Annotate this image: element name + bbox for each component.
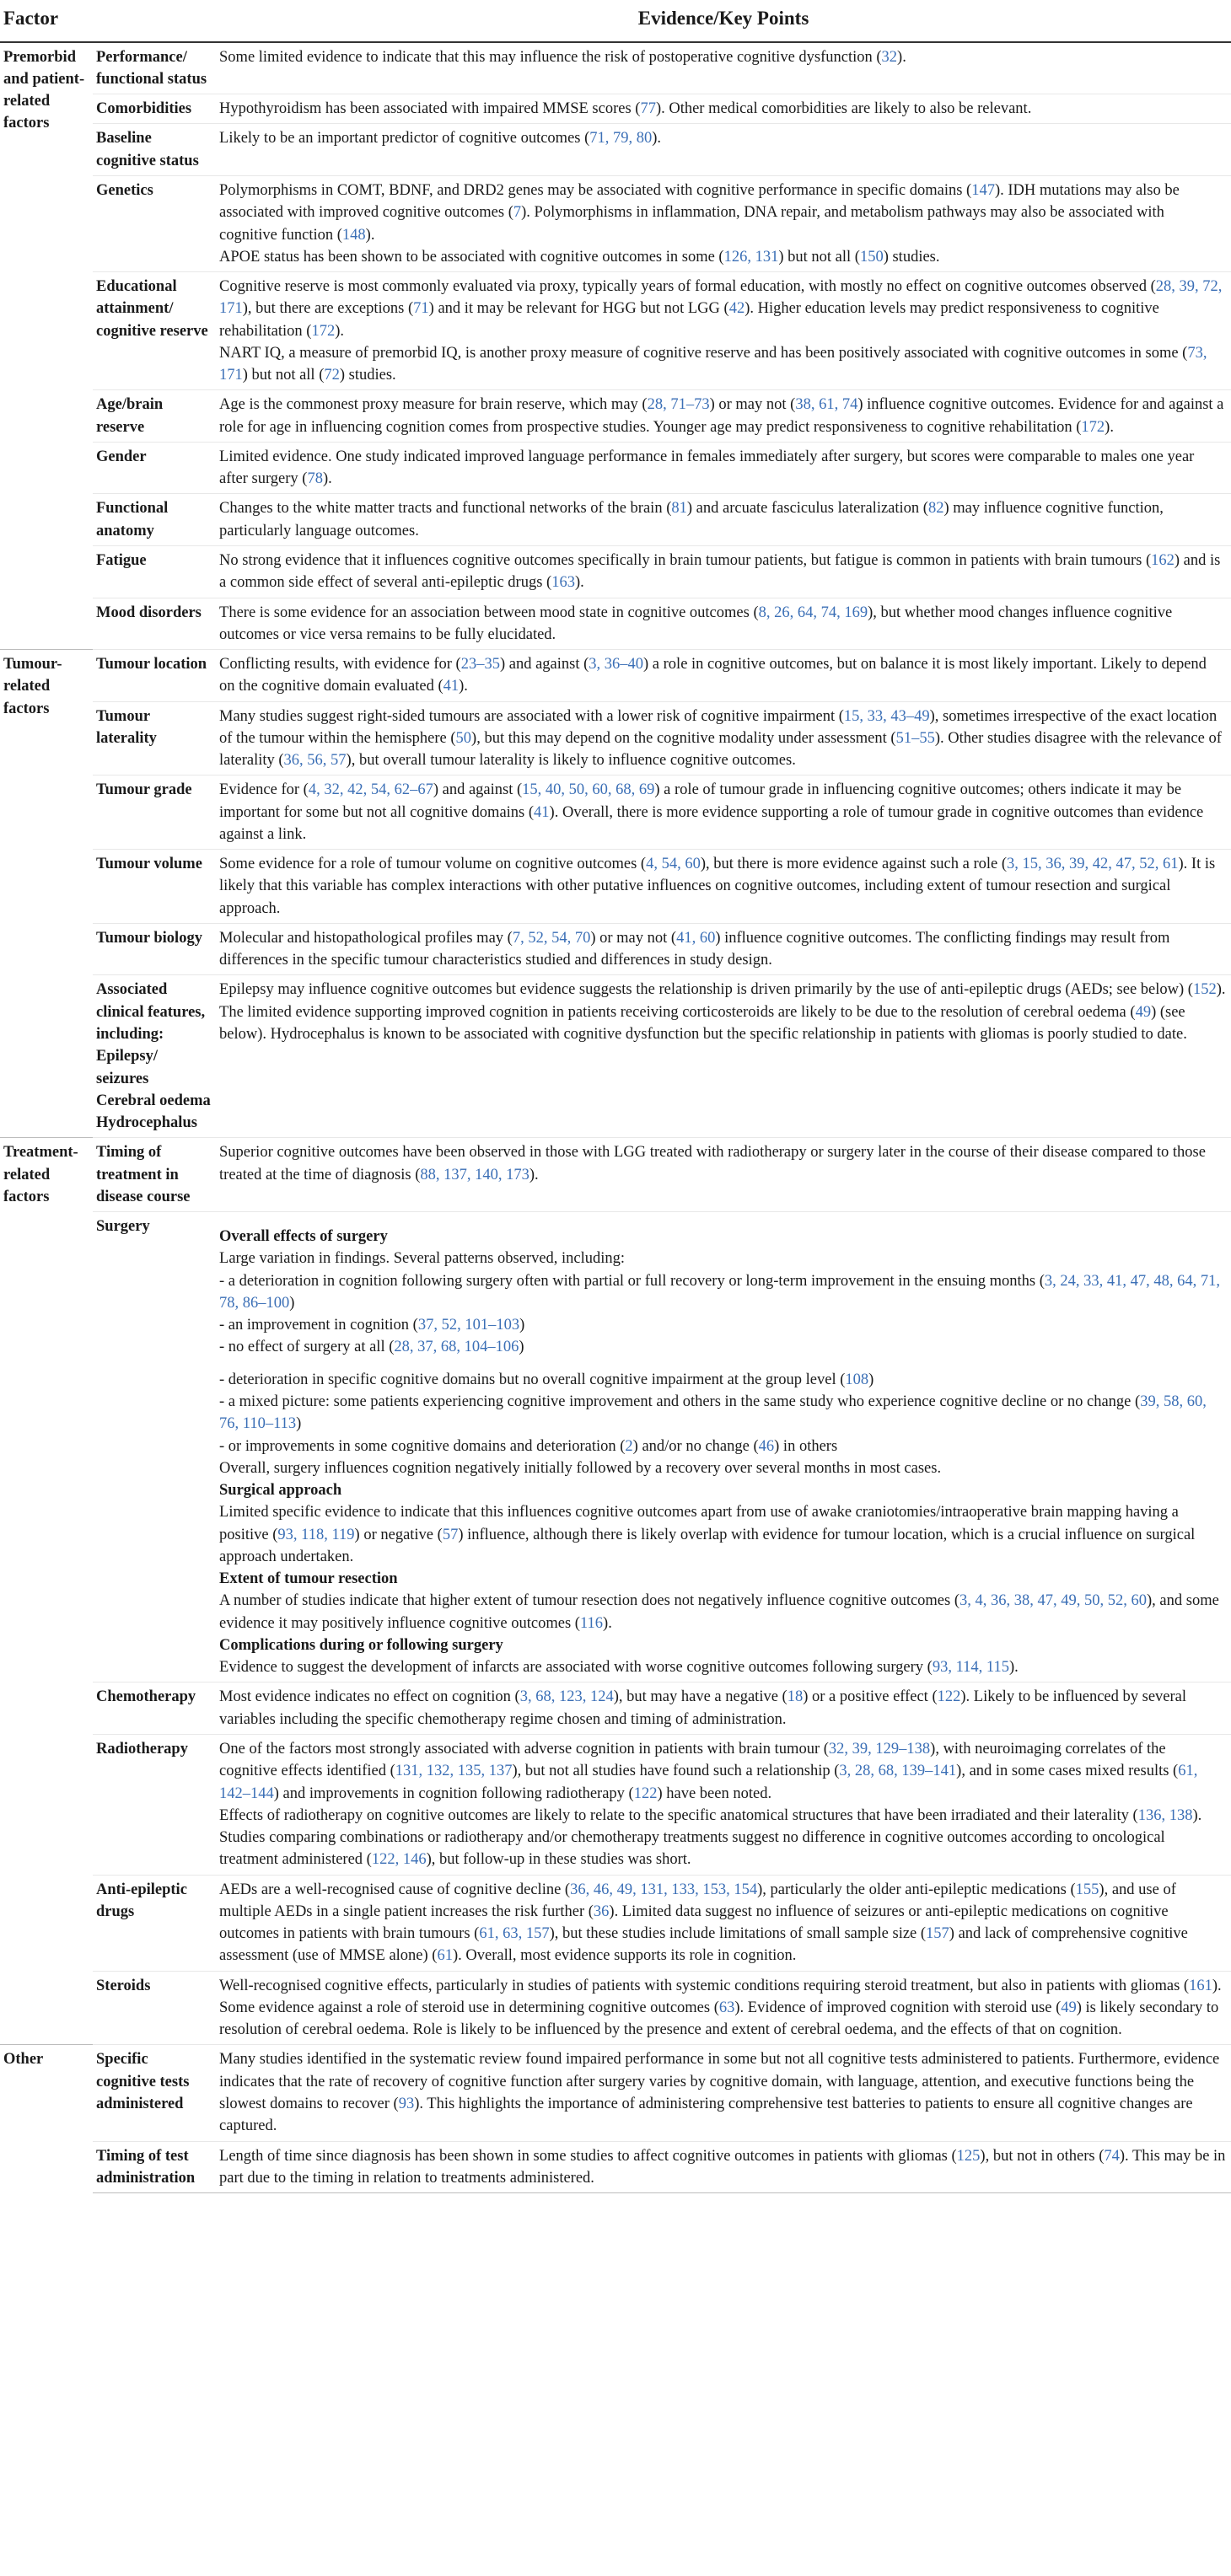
reference-link[interactable]: 122 bbox=[937, 1688, 961, 1706]
reference-link[interactable]: 7 bbox=[513, 204, 522, 222]
factor-label: Tumour biology bbox=[93, 923, 216, 975]
table-row bbox=[0, 2141, 1231, 2193]
reference-link[interactable]: 7, 52, 54, 70 bbox=[512, 929, 591, 947]
factor-label: Chemotherapy bbox=[93, 1682, 216, 1735]
factor-label: Tumour laterality bbox=[93, 701, 216, 775]
evidence-text: Molecular and histopathological profiles may (7, 52, 54, 70) or may not (41, 60) influence cognitive outcomes. The conflicting findings may result from differences in the specific tumour characteristics studied and differences in study design. bbox=[219, 929, 1170, 969]
table-row bbox=[0, 598, 1231, 650]
reference-link[interactable]: 61 bbox=[437, 1947, 453, 1965]
reference-link[interactable]: 32 bbox=[881, 48, 898, 66]
factor-label: Comorbidities bbox=[93, 94, 216, 124]
reference-link[interactable]: 74 bbox=[1104, 2147, 1120, 2165]
evidence-cell bbox=[216, 1971, 1231, 2045]
spacer bbox=[219, 1216, 1226, 1226]
evidence-cell bbox=[216, 2141, 1231, 2193]
factor-label: Age/brain reserve bbox=[93, 390, 216, 443]
factor-label: Timing of treatment in disease course bbox=[93, 1138, 216, 1212]
evidence-cell bbox=[216, 94, 1231, 124]
evidence-text: Limited specific evidence to indicate that this influences cognitive outcomes apart from use of awake craniotomies/intraoperative brain mapping having a positive (93, 118, 119) or negative (57) influence, although there is likely overlap with evidence for tumour location, which is a crucial influence on surgical approach undertaken. bbox=[219, 1504, 1196, 1565]
evidence-cell bbox=[216, 1212, 1231, 1682]
table-row bbox=[0, 1734, 1231, 1875]
reference-link[interactable]: 82 bbox=[927, 500, 944, 518]
evidence-cell bbox=[216, 175, 1231, 271]
table-row bbox=[0, 2045, 1231, 2141]
evidence-text: APOE status has been shown to be associated with cognitive outcomes in some (126, 131) but not all (150) studies. bbox=[219, 248, 940, 266]
table-row bbox=[0, 1682, 1231, 1735]
evidence-text: - deterioration in specific cognitive domains but no overall cognitive impairment at the group level (108) bbox=[219, 1371, 874, 1388]
table-row bbox=[0, 923, 1231, 975]
reference-link[interactable]: 71 bbox=[413, 300, 429, 318]
group-label: Treatment-related factors bbox=[0, 1138, 93, 2045]
reference-link[interactable]: 23–35 bbox=[460, 656, 500, 674]
evidence-text: Length of time since diagnosis has been shown in some studies to affect cognitive outcomes in patients with gliomas (125), but not in others (74). This may be in part due to the timing in relation to treatments administered. bbox=[219, 2147, 1226, 2187]
reference-link[interactable]: 61, 142–144 bbox=[219, 1763, 1198, 1802]
evidence-text: Large variation in findings. Several patterns observed, including: bbox=[219, 1250, 626, 1268]
factor-label: Tumour grade bbox=[93, 775, 216, 850]
reference-link[interactable]: 37, 52, 101–103 bbox=[417, 1317, 520, 1334]
evidence-text: A number of studies indicate that higher extent of tumour resection does not negatively influence cognitive outcomes (3, 4, 36, 38, 47, 49, 50, 52, 60), and some evidence it may positively influence cognitive outcomes (116). bbox=[219, 1592, 1219, 1632]
reference-link[interactable]: 122 bbox=[633, 1784, 658, 1802]
factor-label: Baseline cognitive status bbox=[93, 124, 216, 176]
evidence-text: Evidence to suggest the development of infarcts are associated with worse cognitive outcomes following surgery (93, 114, 115). bbox=[219, 1659, 1019, 1677]
reference-link[interactable]: 38, 61, 74 bbox=[795, 396, 858, 414]
reference-link[interactable]: 71, 79, 80 bbox=[589, 130, 653, 148]
evidence-cell bbox=[216, 272, 1231, 390]
evidence-subheading: Surgical approach bbox=[219, 1482, 342, 1500]
reference-link[interactable]: 4, 54, 60 bbox=[646, 856, 701, 873]
spacer bbox=[219, 1359, 1226, 1369]
reference-link[interactable]: 28, 71–73 bbox=[647, 396, 710, 414]
table-body bbox=[0, 42, 1231, 2193]
table-row bbox=[0, 124, 1231, 176]
table-row bbox=[0, 545, 1231, 598]
table-row bbox=[0, 272, 1231, 390]
factor-label: Tumour volume bbox=[93, 850, 216, 924]
reference-link[interactable]: 18 bbox=[787, 1688, 804, 1706]
evidence-cell bbox=[216, 2045, 1231, 2141]
table-header-row bbox=[0, 0, 1231, 42]
reference-link[interactable]: 36, 56, 57 bbox=[283, 752, 347, 770]
reference-link[interactable]: 49 bbox=[1061, 1999, 1077, 2016]
reference-link[interactable]: 8, 26, 64, 74, 169 bbox=[758, 604, 868, 621]
reference-link[interactable]: 131, 132, 135, 137 bbox=[395, 1763, 513, 1780]
reference-link[interactable]: 108 bbox=[845, 1371, 869, 1388]
factor-label: Mood disorders bbox=[93, 598, 216, 650]
evidence-text: Cognitive reserve is most commonly evaluated via proxy, typically years of formal education, with mostly no effect on cognitive outcomes observed (28, 39, 72, 171), but there are exceptions (71) and it may be relevant for HGG but not LGG (42). Higher education levels may predict responsiveness to cognitive rehabilitation (172). bbox=[219, 278, 1223, 340]
reference-link[interactable]: 161 bbox=[1189, 1977, 1212, 1994]
factor-label: Surgery bbox=[93, 1212, 216, 1682]
evidence-cell bbox=[216, 1682, 1231, 1735]
evidence-text: Hypothyroidism has been associated with impaired MMSE scores (77). Other medical comorbidities are likely to also be relevant. bbox=[219, 100, 1032, 118]
evidence-text: No strong evidence that it influences cognitive outcomes specifically in brain tumour patients, but fatigue is common in patients with brain tumours (162) and is a common side effect of several anti-epileptic drugs (163). bbox=[219, 551, 1221, 592]
evidence-cell bbox=[216, 545, 1231, 598]
evidence-text: AEDs are a well-recognised cause of cognitive decline (36, 46, 49, 131, 133, 153, 154), particularly the older anti-epileptic medications (155), and use of multiple AEDs in a single patient increases the risk further (36). Limited data suggest no influence of seizures or anti-epileptic medications on cognitive outcomes in patients with brain tumours (61, 63, 157), but these studies include limitations of small sample size (157) and lack of comprehensive cognitive assessment (use of MMSE alone) (61). Overall, most evidence supports its role in cognition. bbox=[219, 1881, 1188, 1965]
group-label: Tumour-related factors bbox=[0, 650, 93, 1138]
evidence-text: Many studies identified in the systematic review found impaired performance in some but not all cognitive tests administered to patients. Furthermore, evidence indicates that the rate of recovery of cognitive function after surgery varies by cognitive domain, with language, attention, and executive functions being the slowest domains to recover (93). This highlights the importance of administering comprehensive test batteries to patients to ensure all cognitive changes are captured. bbox=[219, 2051, 1220, 2135]
table-row bbox=[0, 775, 1231, 850]
reference-link[interactable]: 36, 46, 49, 131, 133, 153, 154 bbox=[570, 1881, 758, 1898]
evidence-cell bbox=[216, 598, 1231, 650]
evidence-text: Some evidence for a role of tumour volume on cognitive outcomes (4, 54, 60), but there is more evidence against such a role (3, 15, 36, 39, 42, 47, 52, 61). It is likely that this variable has complex interactions with other putative influences on cognitive outcomes, including extent of tumour resection and surgical approach. bbox=[219, 856, 1216, 917]
reference-link[interactable]: 50 bbox=[455, 729, 472, 747]
reference-link[interactable]: 122, 146 bbox=[371, 1851, 427, 1869]
evidence-text: - a deterioration in cognition following surgery often with partial or full recovery or long-term improvement in the ensuing months (3, 24, 33, 41, 47, 48, 64, 71, 78, 86–100) bbox=[219, 1272, 1221, 1312]
reference-link[interactable]: 3, 36–40 bbox=[589, 656, 644, 674]
table-row bbox=[0, 1875, 1231, 1971]
reference-link[interactable]: 136, 138 bbox=[1137, 1806, 1193, 1824]
evidence-text: - or improvements in some cognitive domains and deterioration (2) and/or no change (46) in others bbox=[219, 1437, 838, 1455]
reference-link[interactable]: 172 bbox=[311, 322, 336, 340]
evidence-cell bbox=[216, 775, 1231, 850]
table-row bbox=[0, 975, 1231, 1138]
factor-label: Steroids bbox=[93, 1971, 216, 2045]
reference-link[interactable]: 4, 32, 42, 54, 62–67 bbox=[308, 781, 433, 799]
factor-label: Tumour location bbox=[93, 650, 216, 702]
evidence-text: Age is the commonest proxy measure for brain reserve, which may (28, 71–73) or may not (38, 61, 74) influence cognitive outcomes. Evidence for and against a role for age in influencing cognition comes from prospective studies. Younger age may predict responsiveness to cognitive rehabilitation (172). bbox=[219, 396, 1224, 436]
reference-link[interactable]: 81 bbox=[671, 500, 687, 518]
factor-label: Anti-epileptic drugs bbox=[93, 1875, 216, 1971]
reference-link[interactable]: 28, 39, 72, 171 bbox=[219, 278, 1223, 318]
evidence-text: NART IQ, a measure of premorbid IQ, is another proxy measure of cognitive reserve and has been positively associated with cognitive outcomes in some (73, 171) but not all (72) studies. bbox=[219, 344, 1207, 384]
factor-label: Radiotherapy bbox=[93, 1734, 216, 1875]
evidence-cell bbox=[216, 975, 1231, 1138]
evidence-text: - an improvement in cognition (37, 52, 101–103) bbox=[219, 1317, 525, 1334]
evidence-cell bbox=[216, 442, 1231, 494]
reference-link[interactable]: 63 bbox=[718, 1999, 735, 2016]
evidence-cell bbox=[216, 124, 1231, 176]
reference-link[interactable]: 15, 33, 43–49 bbox=[843, 707, 930, 725]
evidence-cell bbox=[216, 1875, 1231, 1971]
evidence-text: Effects of radiotherapy on cognitive outcomes are likely to relate to the specific anatomical structures that have been irradiated and their laterality (136, 138). bbox=[219, 1806, 1202, 1824]
reference-link[interactable]: 32, 39, 129–138 bbox=[828, 1740, 931, 1758]
reference-link[interactable]: 93, 114, 115 bbox=[932, 1659, 1009, 1677]
reference-link[interactable]: 152 bbox=[1192, 981, 1217, 999]
reference-link[interactable]: 93 bbox=[398, 2095, 415, 2112]
factor-label: Associated clinical features, including: Epilepsy/ seizures Cerebral oedema Hydrocephalus bbox=[93, 975, 216, 1138]
factor-label: Gender bbox=[93, 442, 216, 494]
evidence-text: One of the factors most strongly associated with adverse cognition in patients with brain tumour (32, 39, 129–138), with neuroimaging correlates of the cognitive effects identified (131, 132, 135, 137), but not all studies have found such a relationship (3, 28, 68, 139–141), and in some cases mixed results (61, 142–144) and improvements in cognition following radiotherapy (122) have been noted. bbox=[219, 1740, 1198, 1802]
evidence-cell bbox=[216, 701, 1231, 775]
reference-link[interactable]: 148 bbox=[341, 226, 366, 244]
reference-link[interactable]: 57 bbox=[442, 1526, 459, 1543]
factor-label: Performance/ functional status bbox=[96, 48, 207, 88]
evidence-cell bbox=[216, 650, 1231, 702]
evidence-cell bbox=[216, 850, 1231, 924]
reference-link[interactable]: 172 bbox=[1081, 418, 1105, 436]
factor-label: Genetics bbox=[93, 175, 216, 271]
evidence-cell bbox=[216, 390, 1231, 443]
reference-link[interactable]: 147 bbox=[971, 181, 995, 199]
evidence-text: There is some evidence for an association between mood state in cognitive outcomes (8, 26, 64, 74, 169), but whether mood changes influence cognitive outcomes or vice versa remains to be fully elucidated. bbox=[219, 604, 1173, 643]
reference-link[interactable]: 163 bbox=[551, 574, 575, 592]
reference-link[interactable]: 28, 37, 68, 104–106 bbox=[394, 1339, 519, 1356]
evidence-text: Epilepsy may influence cognitive outcomes but evidence suggests the relationship is driven primarily by the use of anti-epileptic drugs (AEDs; see below) (152). The limited evidence supporting improved cognition in patients receiving corticosteroids are likely to be due to the resolution of cerebral oedema (49) (see below). Hydrocephalus is known to be associated with cognitive dysfunction but the specific relationship in patients with gliomas is poorly studied to date. bbox=[219, 981, 1226, 1044]
reference-link[interactable]: 39, 58, 60, 76, 110–113 bbox=[219, 1393, 1207, 1433]
table-row bbox=[0, 1971, 1231, 2045]
table-row bbox=[0, 850, 1231, 924]
factor-label: Timing of test administration bbox=[93, 2141, 216, 2193]
table-row bbox=[0, 1212, 1231, 1682]
evidence-text: Changes to the white matter tracts and functional networks of the brain (81) and arcuate fasciculus lateralization (82) may influence cognitive function, particularly language outcomes. bbox=[219, 500, 1164, 539]
reference-link[interactable]: 3, 15, 36, 39, 42, 47, 52, 61 bbox=[1007, 856, 1179, 873]
evidence-column-header: Evidence/Key Points bbox=[216, 0, 1231, 42]
evidence-cell bbox=[216, 1138, 1231, 1212]
factor-label: Specific cognitive tests administered bbox=[93, 2045, 216, 2141]
reference-link[interactable]: 3, 24, 33, 41, 47, 48, 64, 71, 78, 86–100 bbox=[219, 1272, 1221, 1312]
table-row bbox=[0, 701, 1231, 775]
evidence-text: - no effect of surgery at all (28, 37, 68, 104–106) bbox=[219, 1339, 524, 1356]
table-row bbox=[0, 42, 1231, 94]
reference-link[interactable]: 88, 137, 140, 173 bbox=[420, 1166, 529, 1183]
reference-link[interactable]: 162 bbox=[1151, 551, 1175, 569]
reference-link[interactable]: 49 bbox=[1135, 1003, 1152, 1021]
reference-link[interactable]: 157 bbox=[926, 1925, 949, 1943]
factor-label: Educational attainment/ cognitive reserve bbox=[93, 272, 216, 390]
reference-link[interactable]: 93, 118, 119 bbox=[277, 1526, 355, 1543]
factor-label: Fatigue bbox=[93, 545, 216, 598]
reference-link[interactable]: 51–55 bbox=[895, 729, 935, 747]
group-label: Premorbid and patient-related factors bbox=[3, 48, 85, 132]
reference-link[interactable]: 3, 68, 123, 124 bbox=[519, 1688, 614, 1706]
evidence-text: Most evidence indicates no effect on cognition (3, 68, 123, 124), but may have a negative (18) or a positive effect (122). Likely to be influenced by several variables including the specific chemotherapy regime chosen and timing of administration. bbox=[219, 1688, 1187, 1728]
reference-link[interactable]: 46 bbox=[758, 1437, 775, 1455]
reference-link[interactable]: 36 bbox=[593, 1902, 610, 1920]
table-row bbox=[0, 1138, 1231, 1212]
evidence-cell bbox=[216, 923, 1231, 975]
evidence-text: Polymorphisms in COMT, BDNF, and DRD2 genes may be associated with cognitive performance in specific domains (147). IDH mutations may also be associated with improved cognitive outcomes (7). Polymorphisms in inflammation, DNA repair, and metabolism pathways may also be associated with cognitive function (148). bbox=[219, 181, 1180, 244]
evidence-text: Many studies suggest right-sided tumours are associated with a lower risk of cognitive impairment (15, 33, 43–49), sometimes irrespective of the exact location of the tumour within the hemisphere (50), but this may depend on the cognitive modality under assessment (51–55). Other studies disagree with the relevance of laterality (36, 56, 57), but overall tumour laterality is likely to influence cognitive outcomes. bbox=[219, 707, 1222, 770]
reference-link[interactable]: 41 bbox=[443, 678, 460, 695]
evidence-cell bbox=[216, 1734, 1231, 1875]
reference-link[interactable]: 155 bbox=[1075, 1881, 1099, 1898]
evidence-subheading: Complications during or following surgery bbox=[219, 1636, 503, 1654]
reference-link[interactable]: 78 bbox=[307, 470, 323, 488]
evidence-subheading: Overall effects of surgery bbox=[219, 1228, 388, 1246]
reference-link[interactable]: 41, 60 bbox=[676, 929, 716, 947]
table-row bbox=[0, 94, 1231, 124]
reference-link[interactable]: 2 bbox=[625, 1437, 633, 1455]
reference-link[interactable]: 3, 4, 36, 38, 47, 49, 50, 52, 60 bbox=[960, 1592, 1148, 1610]
reference-link[interactable]: 150 bbox=[859, 248, 884, 266]
table-row bbox=[0, 442, 1231, 494]
reference-link[interactable]: 72 bbox=[324, 367, 340, 384]
evidence-text: Evidence for (4, 32, 42, 54, 62–67) and against (15, 40, 50, 60, 68, 69) a role of tumour grade in influencing cognitive outcomes; others indicate it may be important for some but not all cognitive domains (41). Overall, there is more evidence supporting a role of tumour grade in cognitive outcomes than evidence against a link. bbox=[219, 781, 1204, 843]
evidence-text: Studies comparing combinations or radiotherapy and/or chemotherapy treatments suggest no difference in cognitive outcomes according to oncological treatment administered (122, 146), but follow-up in these studies was short. bbox=[219, 1829, 1165, 1869]
reference-link[interactable]: 61, 63, 157 bbox=[479, 1925, 550, 1943]
table-row bbox=[0, 175, 1231, 271]
reference-link[interactable]: 126, 131 bbox=[723, 248, 779, 266]
evidence-text: Limited evidence. One study indicated improved language performance in females immediately after surgery, but scores were comparable to males one year after surgery (78). bbox=[219, 448, 1195, 488]
evidence-cell bbox=[216, 494, 1231, 546]
table-row bbox=[0, 494, 1231, 546]
evidence-text: Overall, surgery influences cognition negatively initially followed by a recovery over several months in most cases. bbox=[219, 1459, 942, 1477]
reference-link[interactable]: 41 bbox=[534, 803, 550, 821]
evidence-text: Superior cognitive outcomes have been observed in those with LGG treated with radiotherapy or surgery later in the course of their disease compared to those treated at the time of diagnosis (88, 137, 140, 173). bbox=[219, 1144, 1206, 1183]
factor-column-header: Factor bbox=[0, 0, 216, 42]
evidence-text: Some limited evidence to indicate that this may influence the risk of postoperative cognitive dysfunction (32). bbox=[219, 48, 906, 66]
evidence-subheading: Extent of tumour resection bbox=[219, 1570, 398, 1588]
reference-link[interactable]: 15, 40, 50, 60, 68, 69 bbox=[522, 781, 655, 799]
reference-link[interactable]: 77 bbox=[640, 100, 656, 118]
reference-link[interactable]: 42 bbox=[728, 300, 745, 318]
evidence-text: - a mixed picture: some patients experiencing cognitive improvement and others in the same study who experience cognitive decline or no change (39, 58, 60, 76, 110–113) bbox=[219, 1393, 1207, 1433]
evidence-cell bbox=[216, 42, 1231, 94]
table-row bbox=[0, 650, 1231, 702]
reference-link[interactable]: 125 bbox=[956, 2147, 981, 2165]
evidence-text: Likely to be an important predictor of cognitive outcomes (71, 79, 80). bbox=[219, 130, 662, 148]
factor-label: Functional anatomy bbox=[93, 494, 216, 546]
table-row bbox=[0, 390, 1231, 443]
evidence-text: Well-recognised cognitive effects, particularly in studies of patients with systemic conditions requiring steroid treatment, but also in patients with gliomas (161). Some evidence against a role of steroid use in determining cognitive outcomes (63). Evidence of improved cognition with steroid use (49) is likely secondary to resolution of cerebral oedema. Role is likely to be influenced by the presence and extent of cerebral oedema, and the effects of that on cognition. bbox=[219, 1977, 1222, 2039]
group-label: Other bbox=[0, 2045, 93, 2193]
reference-link[interactable]: 116 bbox=[579, 1614, 604, 1632]
reference-link[interactable]: 73, 171 bbox=[219, 344, 1207, 384]
evidence-text: Conflicting results, with evidence for (23–35) and against (3, 36–40) a role in cognitive outcomes, but on balance it is most likely important. Likely to depend on the cognitive domain evaluated (41). bbox=[219, 656, 1207, 695]
reference-link[interactable]: 3, 28, 68, 139–141 bbox=[839, 1763, 957, 1780]
